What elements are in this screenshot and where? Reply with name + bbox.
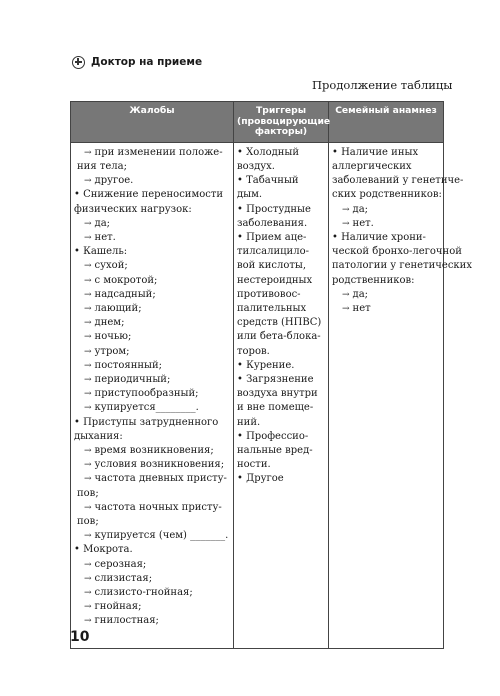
arrow-right-icon: → <box>342 204 350 215</box>
list-item-text: условия возникновения; <box>94 459 225 471</box>
list-item <box>332 274 440 288</box>
list-item <box>74 174 230 188</box>
list-item-text: нестероидных <box>237 274 313 286</box>
arrow-right-icon: → <box>84 232 92 243</box>
list-item-text: сухой; <box>94 260 128 272</box>
list-item <box>74 430 230 444</box>
arrow-right-icon: → <box>84 559 92 570</box>
header-title: Доктор на приеме <box>91 56 203 68</box>
list-item <box>332 146 440 160</box>
list-item <box>74 316 230 330</box>
triggers-cell <box>234 142 329 648</box>
list-item <box>74 288 230 302</box>
medical-cross-logo-icon <box>72 56 85 69</box>
arrow-right-icon: → <box>84 289 92 300</box>
arrow-right-icon: → <box>84 389 92 400</box>
list-item <box>237 203 325 217</box>
list-item <box>74 146 230 160</box>
list-item-text: заболеваний у генетиче- <box>332 175 464 187</box>
arrow-right-icon: → <box>84 176 92 187</box>
list-item-text: постоянный; <box>94 359 163 371</box>
list-item-text: • Мокрота. <box>74 544 133 556</box>
list-item <box>74 302 230 316</box>
list-item-text: серозная; <box>94 558 147 570</box>
arrow-right-icon: → <box>84 460 92 471</box>
list-item <box>237 430 325 444</box>
list-item-text: • Загрязнение <box>237 373 314 385</box>
arrow-right-icon: → <box>84 332 92 343</box>
list-item-text: • Наличие иных <box>332 146 419 158</box>
list-item <box>74 345 230 359</box>
list-item <box>74 472 230 486</box>
arrow-right-icon: → <box>84 588 92 599</box>
list-item <box>332 231 440 245</box>
list-item <box>237 160 325 174</box>
arrow-right-icon: → <box>342 303 350 314</box>
arrow-right-icon: → <box>342 289 350 300</box>
list-item-text: да; <box>352 288 369 300</box>
list-item-text: • Кашель: <box>74 246 128 258</box>
list-item <box>237 245 325 259</box>
list-item <box>237 401 325 415</box>
arrow-right-icon: → <box>84 474 92 485</box>
family-history-cell <box>329 142 472 648</box>
list-item-text: другое. <box>94 175 134 187</box>
list-item-text: воздуха внутри <box>237 388 318 400</box>
list-item-text: воздух. <box>237 160 275 172</box>
list-item <box>332 188 440 202</box>
list-item <box>74 231 230 245</box>
list-item-text: нет. <box>94 231 116 243</box>
list-item <box>237 458 325 472</box>
list-item-text: ческой бронхо-легочной <box>332 246 462 258</box>
list-item-text: средств (НПВС) <box>237 317 322 329</box>
list-item-text: патологии у генетических <box>332 260 472 272</box>
list-item <box>237 359 325 373</box>
list-item <box>237 373 325 387</box>
list-item-text: • Наличие хрони- <box>332 231 426 243</box>
list-item <box>332 174 464 188</box>
list-item <box>74 600 230 614</box>
list-item-text: купируется________. <box>94 402 199 414</box>
table-continued-label: Продолжение таблицы <box>312 78 453 92</box>
list-item <box>74 217 230 231</box>
list-item-text: днем; <box>94 317 125 329</box>
list-item <box>237 288 325 302</box>
list-item-text: дым. <box>237 189 263 201</box>
list-item-text: да; <box>94 217 111 229</box>
running-header <box>72 54 202 70</box>
arrow-right-icon: → <box>84 275 92 286</box>
list-item-text: с мокротой; <box>94 274 158 286</box>
list-item <box>74 330 230 344</box>
list-item <box>237 231 325 245</box>
arrow-right-icon: → <box>342 218 350 229</box>
list-item-text: слизисто-гнойная; <box>94 587 193 599</box>
arrow-right-icon: → <box>84 261 92 272</box>
arrow-right-icon: → <box>84 602 92 613</box>
list-item-text: • Холодный <box>237 146 300 158</box>
list-item <box>332 288 440 302</box>
list-item-text: ности. <box>237 459 271 471</box>
column-header-triggers: Триггеры (провоцирующие факторы) <box>234 102 329 143</box>
list-item <box>74 245 230 259</box>
list-item-text: противовос- <box>237 288 301 300</box>
list-item <box>74 487 230 501</box>
list-item <box>74 416 230 430</box>
list-item-text: частота дневных присту- <box>94 473 227 485</box>
list-item <box>237 316 325 330</box>
list-item <box>74 572 230 586</box>
list-item-text: вой кислоты, <box>237 260 307 272</box>
list-item-text: физических нагрузок: <box>74 203 192 215</box>
arrow-right-icon: → <box>84 403 92 414</box>
arrow-right-icon: → <box>84 318 92 329</box>
list-item <box>74 558 230 572</box>
list-item <box>74 543 230 557</box>
list-item-text: • Профессио- <box>237 430 309 442</box>
list-item-text: купируется (чем) _______. <box>94 530 229 542</box>
list-item-text: при изменении положе- <box>94 146 223 158</box>
list-item <box>237 302 325 316</box>
list-item-text: ния тела; <box>77 160 127 172</box>
arrow-right-icon: → <box>84 218 92 229</box>
list-item-text: • Другое <box>237 473 284 485</box>
list-item <box>74 359 230 373</box>
list-item-text: надсадный; <box>94 288 156 300</box>
list-item-text: • Прием аце- <box>237 231 307 243</box>
complaints-cell <box>71 142 234 648</box>
table-header-row <box>71 102 444 143</box>
list-item-text: палительных <box>237 302 307 314</box>
list-item <box>74 401 230 415</box>
arrow-right-icon: → <box>84 616 92 627</box>
list-item <box>237 259 325 273</box>
list-item <box>332 245 462 259</box>
list-item-text: нет. <box>352 217 374 229</box>
list-item <box>237 188 325 202</box>
list-item-text: ний. <box>237 416 261 428</box>
list-item-text: заболевания. <box>237 217 308 229</box>
list-item-text: • Простудные <box>237 203 311 215</box>
list-item <box>74 387 230 401</box>
arrow-right-icon: → <box>84 502 92 513</box>
list-item-text: • Снижение переносимости <box>74 189 224 201</box>
list-item-text: пов; <box>77 487 99 499</box>
list-item-text: родственников: <box>332 274 415 286</box>
list-item <box>74 274 230 288</box>
list-item <box>74 203 230 217</box>
column-header-family-history: Семейный анамнез <box>329 102 444 143</box>
list-item <box>332 259 472 273</box>
arrow-right-icon: → <box>84 446 92 456</box>
list-item <box>74 444 230 458</box>
list-item-text: гнойная; <box>94 601 142 613</box>
complaints-table <box>70 101 472 649</box>
list-item <box>332 302 440 316</box>
list-item <box>74 529 230 543</box>
list-item <box>237 274 325 288</box>
list-item-text: или бета-блока- <box>237 331 321 343</box>
list-item-text: • Курение. <box>237 359 295 371</box>
list-item <box>237 330 325 344</box>
list-item-text: периодичный; <box>94 373 171 385</box>
arrow-right-icon: → <box>84 360 92 371</box>
list-item <box>74 259 230 273</box>
list-item-text: утром; <box>94 345 130 357</box>
list-item <box>237 345 325 359</box>
arrow-right-icon: → <box>84 346 92 357</box>
list-item-text: да; <box>352 203 369 215</box>
list-item-text: лающий; <box>94 302 142 314</box>
list-item <box>74 501 230 515</box>
list-item-text: ночью; <box>94 331 132 343</box>
table-row <box>71 142 444 648</box>
list-item-text: • Табачный <box>237 175 299 187</box>
list-item <box>74 373 230 387</box>
arrow-right-icon: → <box>84 303 92 314</box>
list-item-text: гнилостная; <box>94 615 159 627</box>
list-item-text: ских родственников: <box>332 189 442 201</box>
list-item-text: пов; <box>77 516 99 528</box>
list-item-text: тилсалицило- <box>237 246 309 258</box>
list-item <box>74 160 230 174</box>
arrow-right-icon: → <box>84 531 92 542</box>
list-item <box>74 614 230 628</box>
list-item <box>332 217 440 231</box>
list-item-text: приступообразный; <box>94 388 199 400</box>
list-item <box>237 146 325 160</box>
list-item-text: и вне помеще- <box>237 402 314 414</box>
list-item <box>74 188 230 202</box>
arrow-right-icon: → <box>84 147 92 158</box>
arrow-right-icon: → <box>84 573 92 584</box>
list-item-text: частота ночных присту- <box>94 501 222 513</box>
list-item <box>237 416 325 430</box>
list-item-text: нет <box>352 302 371 314</box>
list-item-text: • Приступы затрудненного <box>74 416 219 428</box>
list-item <box>237 472 325 486</box>
list-item-text: аллергических <box>332 160 412 172</box>
page-number: 10 <box>70 629 90 645</box>
arrow-right-icon: → <box>84 374 92 385</box>
list-item-text: дыхания: <box>74 430 123 442</box>
list-item <box>332 160 440 174</box>
list-item-text: время возникновения; <box>94 445 214 456</box>
list-item <box>237 444 325 458</box>
list-item <box>237 387 325 401</box>
list-item <box>74 515 230 529</box>
list-item <box>332 203 440 217</box>
list-item-text: слизистая; <box>94 572 153 584</box>
list-item <box>74 458 230 472</box>
list-item <box>237 174 325 188</box>
column-header-complaints: Жалобы <box>71 102 234 143</box>
list-item <box>74 586 230 600</box>
list-item <box>237 217 325 231</box>
list-item-text: торов. <box>237 345 270 357</box>
list-item-text: нальные вред- <box>237 445 313 456</box>
